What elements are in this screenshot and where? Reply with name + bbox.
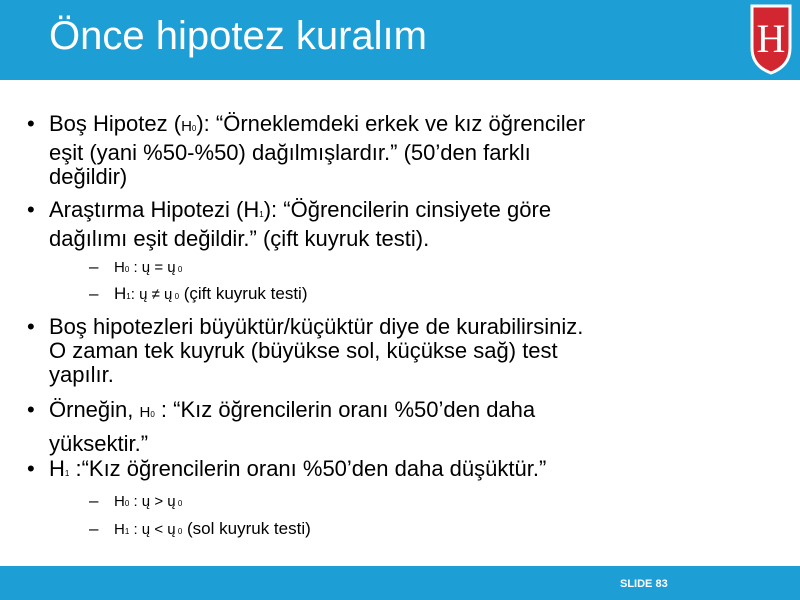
logo-letter: H xyxy=(756,16,786,61)
bullet-dot: • xyxy=(27,197,35,222)
bullet-research-hypothesis xyxy=(27,197,749,251)
footer-bar xyxy=(0,566,800,600)
bullet-line: Boş Hipotez (H0): “Örneklemdeki erkek ve kız öğrenciler xyxy=(49,111,586,136)
sub-item-h0-greater: – H0 : ų > ų 0 xyxy=(89,491,183,510)
bullet-line: yapılır. xyxy=(49,362,114,387)
bullet-dot: • xyxy=(27,314,35,339)
bullet-one-tailed xyxy=(27,314,749,387)
sub-dash: – xyxy=(89,491,99,510)
bullet-h1-lower xyxy=(27,456,749,486)
bullet-line: Örneğin, H0 : “Kız öğrencilerin oranı %50’den daha xyxy=(49,397,536,422)
bullet-line: değildir) xyxy=(49,164,128,189)
bullet-line: O zaman tek kuyruk (büyükse sol, küçükse sağ) test xyxy=(49,338,558,363)
sub-dash: – xyxy=(89,284,99,303)
bullet-line: Araştırma Hipotezi (H1): “Öğrencilerin cinsiyete göre xyxy=(49,197,552,222)
bullet-dot: • xyxy=(27,397,35,422)
bullet-example xyxy=(27,397,749,456)
sub-dash: – xyxy=(89,519,99,538)
sub-item-h1-less: – H1 : ų < ų 0 (sol kuyruk testi) xyxy=(89,519,311,538)
bullet-null-hypothesis xyxy=(27,111,749,189)
bullet-line: Boş hipotezleri büyüktür/küçüktür diye de kurabilirsiniz. xyxy=(49,314,584,339)
bullet-line: eşit (yani %50-%50) dağılmışlardır.” (50’den farklı xyxy=(49,140,531,165)
bullet-line: yüksektir.” xyxy=(49,431,149,456)
bullet-line: dağılımı eşit değildir.” (çift kuyruk testi). xyxy=(49,226,430,251)
bullet-line: H1 :“Kız öğrencilerin oranı %50’den daha düşüktür.” xyxy=(49,456,547,481)
slide-title: Önce hipotez kuralım xyxy=(49,14,427,58)
sub-dash: – xyxy=(89,257,99,276)
bullet-dot: • xyxy=(27,111,35,136)
sub-item-h0-equal: – H0 : ų = ų 0 xyxy=(89,257,183,276)
sub-item-h1-not-equal: – H1: ų ≠ ų 0 (çift kuyruk testi) xyxy=(89,284,308,303)
bullet-dot: • xyxy=(27,456,35,481)
slide-number: SLIDE 83 xyxy=(620,578,668,590)
